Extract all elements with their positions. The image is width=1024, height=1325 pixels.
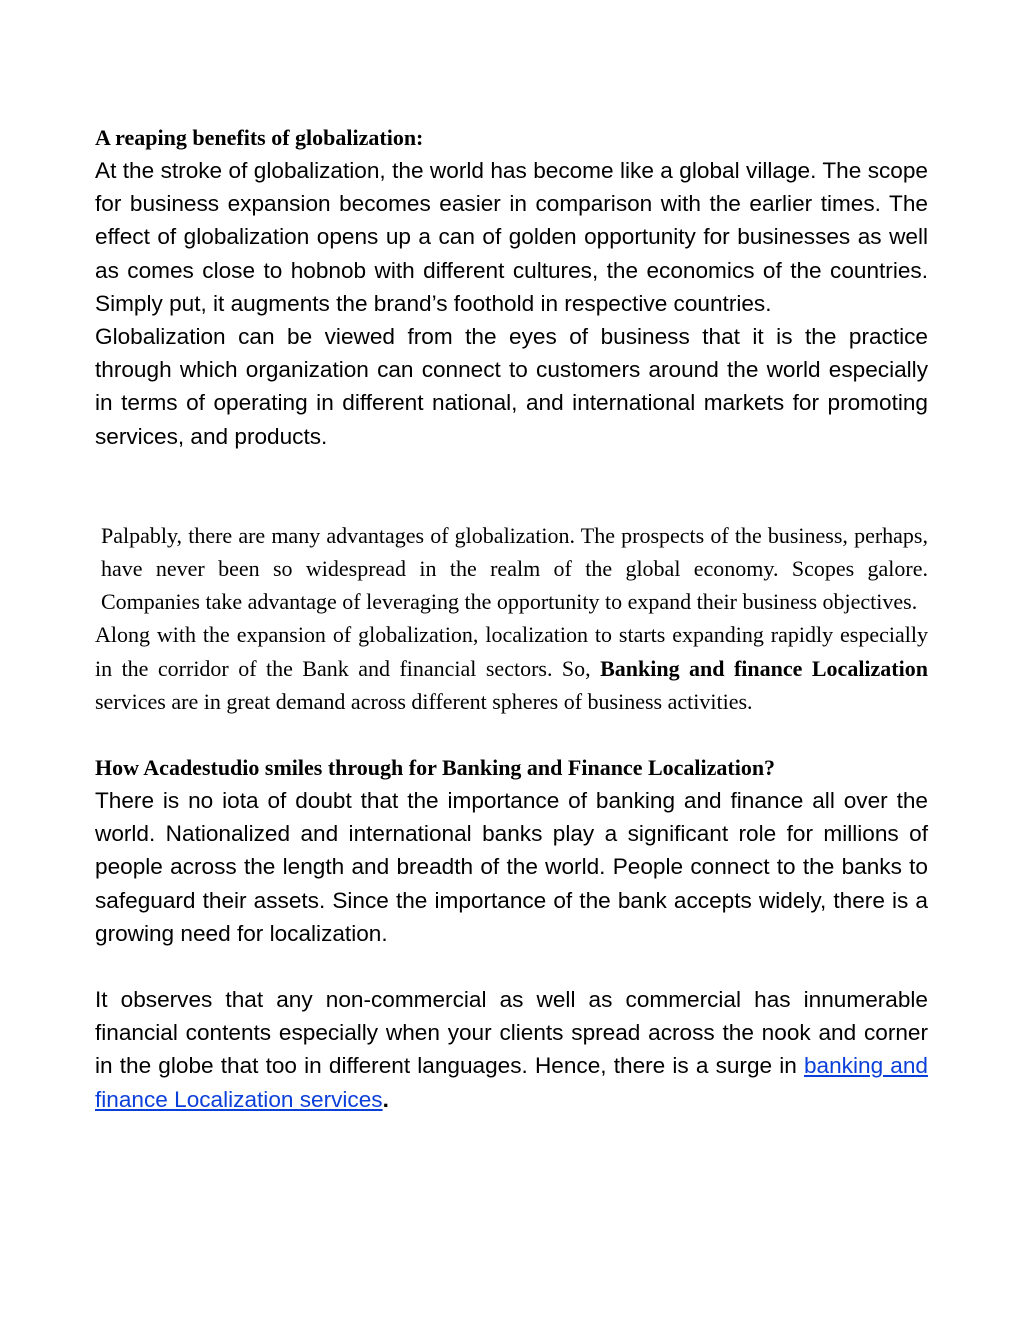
banking-finance-localization-link[interactable]: banking and finance Localization services [95,1053,928,1112]
section-heading-acadestudio: How Acadestudio smiles through for Banking and Finance Localization? [95,755,776,781]
paragraph-localization-text-after: services are in great demand across different spheres of business activities. [95,688,753,714]
paragraph-financial-contents [95,983,928,1116]
paragraph-globalization-business-view: Globalization can be viewed from the eyes of business that it is the practice through which organization can connect to customers around the world especially in terms of operating in different national, and international markets for promoting services, and products. [95,324,928,449]
paragraph-financial-text-after: . [382,1086,389,1112]
paragraph-localization-expansion [95,618,928,718]
paragraph-localization-text-before: Along with the expansion of globalization, localization to starts expanding rapidly especially in the corridor of the Bank and financial sectors. So, [95,622,928,681]
spacer [95,718,928,751]
paragraph-globalization-intro: At the stroke of globalization, the world has become like a global village. The scope for business expansion becomes easier in comparison with the earlier times. The effect of globalization opens up a can of golden opportunity for businesses as well as comes close to hobnob with different cultures, the economics of the countries. Simply put, it augments the brand’s foothold in respective countries. [95,158,928,316]
paragraph-globalization-advantages: Palpably, there are many advantages of globalization. The prospects of the business, perhaps, have never been so widespread in the realm of the global economy. Scopes galore. Companies take advantage of leveraging the opportunity to expand their business objectives. [101,522,928,615]
banking-finance-localization-bold: Banking and finance Localization [600,655,928,681]
section-heading-globalization-benefits: A reaping benefits of globalization: [95,125,424,150]
paragraph-banking-importance: There is no iota of doubt that the importance of banking and finance all over the world. Nationalized and international banks play a significant role for millions of people across the length and breadth of the world. People connect to the banks to safeguard their assets. Since the importance of the bank accepts widely, there is a growing need for localization. [95,788,928,946]
spacer [95,453,928,519]
document-page [95,121,928,1116]
spacer [95,950,928,983]
paragraph-financial-text-before: It observes that any non-commercial as well as commercial has innumerable financial contents especially when your clients spread across the nook and corner in the globe that too in different languages. Hence, there is a surge in [95,987,928,1079]
